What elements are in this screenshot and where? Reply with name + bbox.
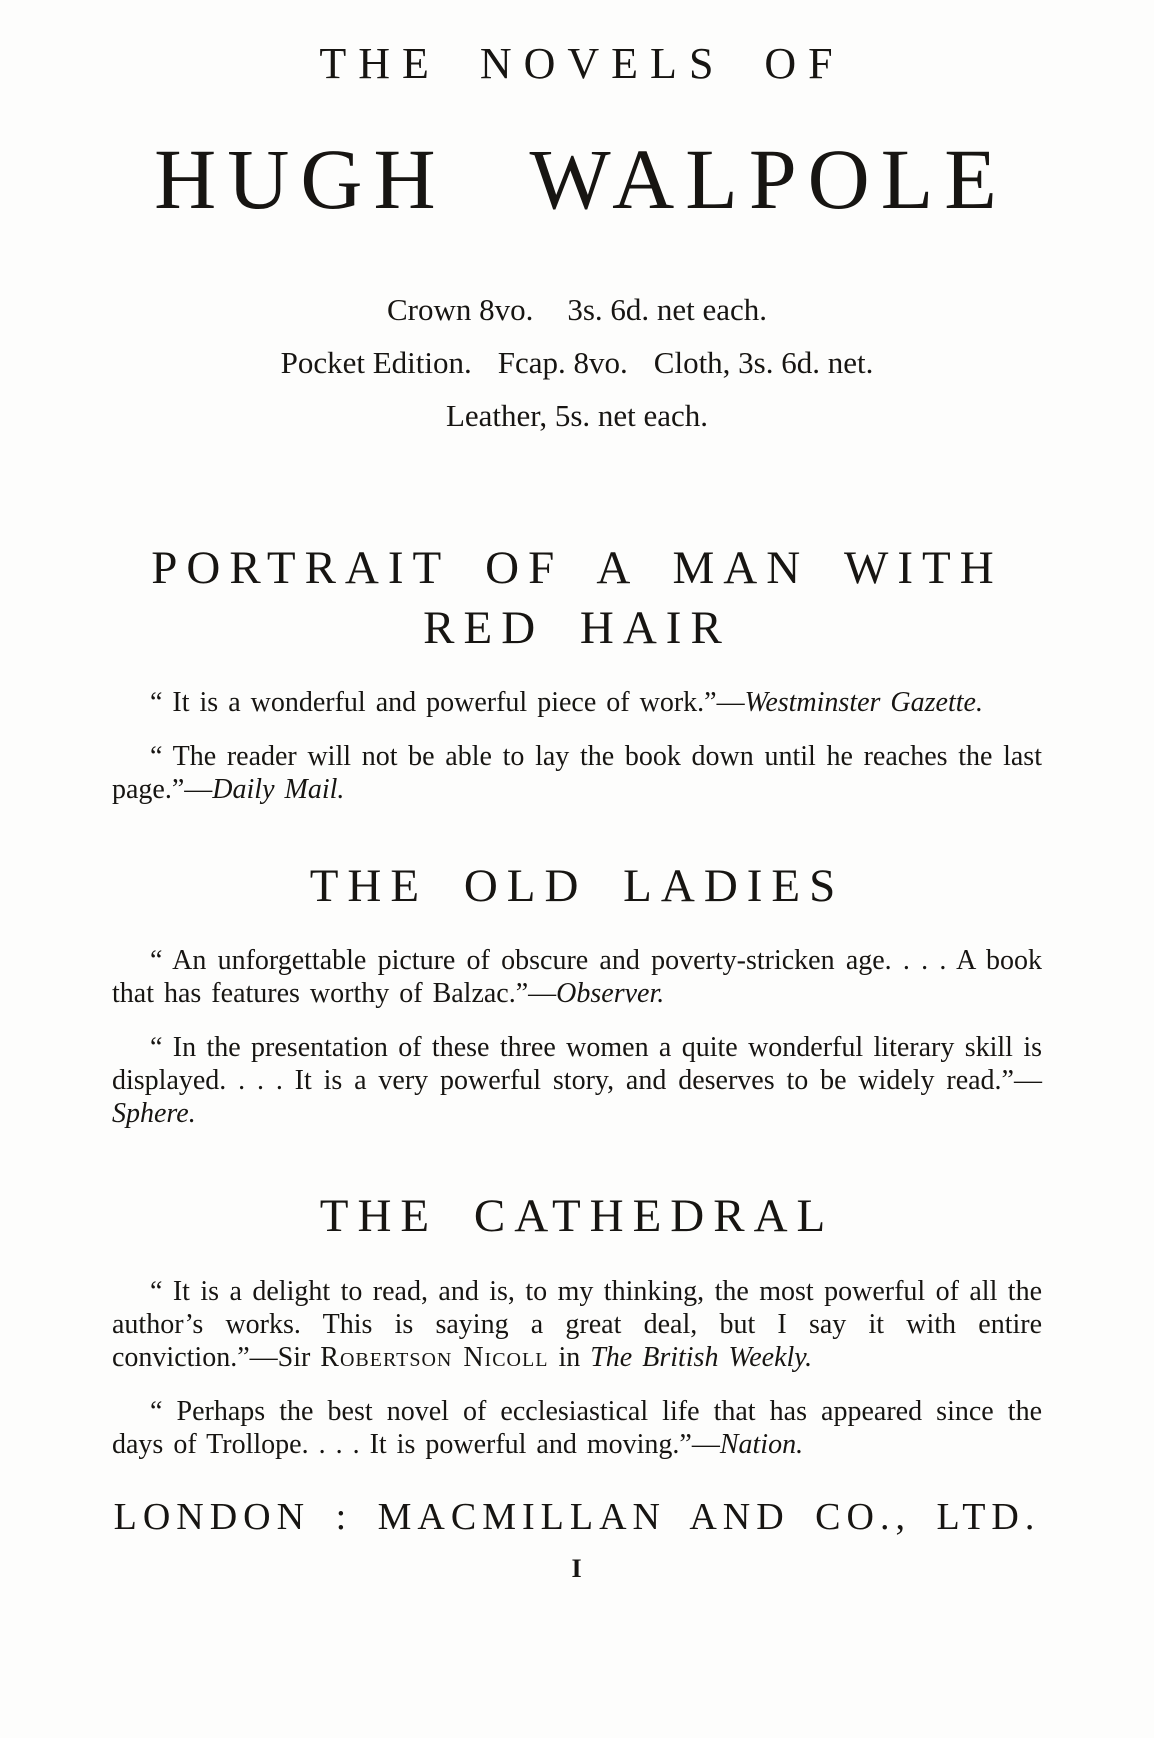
review-quote <box>112 686 1042 719</box>
edition-price: Leather, 5s. net each. <box>445 398 709 433</box>
review-text: “ The reader will not be able to lay the book down until he reaches the last page.”— <box>112 741 1042 806</box>
review-text: “ In the presentation of these three women a quite wonderful literary skill is displayed. . . . It is a very powerful story, and deserves to be widely read.”— <box>112 1032 1042 1097</box>
edition-format: Crown 8vo. <box>386 292 534 327</box>
edition-price: 3s. 6d. net each. <box>567 292 768 327</box>
book-title-line: RED HAIR <box>423 602 731 655</box>
author-name: HUGH WALPOLE <box>154 131 1008 227</box>
review-source: Nation. <box>719 1428 804 1460</box>
review-quote <box>112 944 1042 1010</box>
edition-format: Pocket Edition. <box>280 345 472 380</box>
review-quote <box>112 1275 1042 1374</box>
review-source: Westminster Gazette. <box>744 687 983 719</box>
edition-line-leather <box>0 398 1154 434</box>
book-title <box>0 538 1154 658</box>
page-number: I <box>571 1554 583 1584</box>
review-text: “ An unforgettable picture of obscure and poverty-stricken age. . . . A book that has features worthy of Balzac.”— <box>112 945 1042 1010</box>
book-the-cathedral <box>0 1186 1154 1460</box>
edition-info <box>0 292 1154 434</box>
book-portrait-of-a-man-with-red-hair <box>0 538 1154 806</box>
review-quote <box>112 1395 1042 1461</box>
edition-price: Cloth, 3s. 6d. net. <box>653 345 874 380</box>
review-quote <box>112 1031 1042 1130</box>
review-connector: in <box>548 1341 591 1373</box>
book-title-line: THE CATHEDRAL <box>319 1190 835 1243</box>
review-source: Sphere. <box>112 1098 196 1130</box>
review-source: The British Weekly. <box>590 1341 813 1373</box>
review-source: Daily Mail. <box>212 774 345 806</box>
book-the-old-ladies <box>0 856 1154 1130</box>
review-text: “ It is a delight to read, and is, to my thinking, the most powerful of all the author’s works. This is saying a great deal, but I say it with entire conviction.”—Sir <box>112 1275 1042 1373</box>
publisher-imprint: LONDON : MACMILLAN AND CO., LTD. <box>113 1495 1041 1538</box>
review-text: “ Perhaps the best novel of ecclesiastical life that has appeared since the days of Trollope. . . . It is powerful and moving.”— <box>112 1395 1042 1460</box>
series-title: THE NOVELS OF <box>319 39 845 88</box>
book-title-line: THE OLD LADIES <box>309 860 845 913</box>
book-title <box>0 1186 1154 1246</box>
edition-size: Fcap. 8vo. <box>497 345 628 380</box>
review-reviewer: Robertson Nicoll <box>320 1341 549 1373</box>
edition-line-crown <box>0 292 1154 328</box>
review-text: “ It is a wonderful and powerful piece of work.”— <box>150 687 745 719</box>
review-source: Observer. <box>556 978 665 1010</box>
edition-line-pocket <box>0 345 1154 381</box>
book-title <box>0 856 1154 916</box>
book-title-line: PORTRAIT OF A MAN WITH <box>151 542 1003 594</box>
review-quote <box>112 740 1042 806</box>
